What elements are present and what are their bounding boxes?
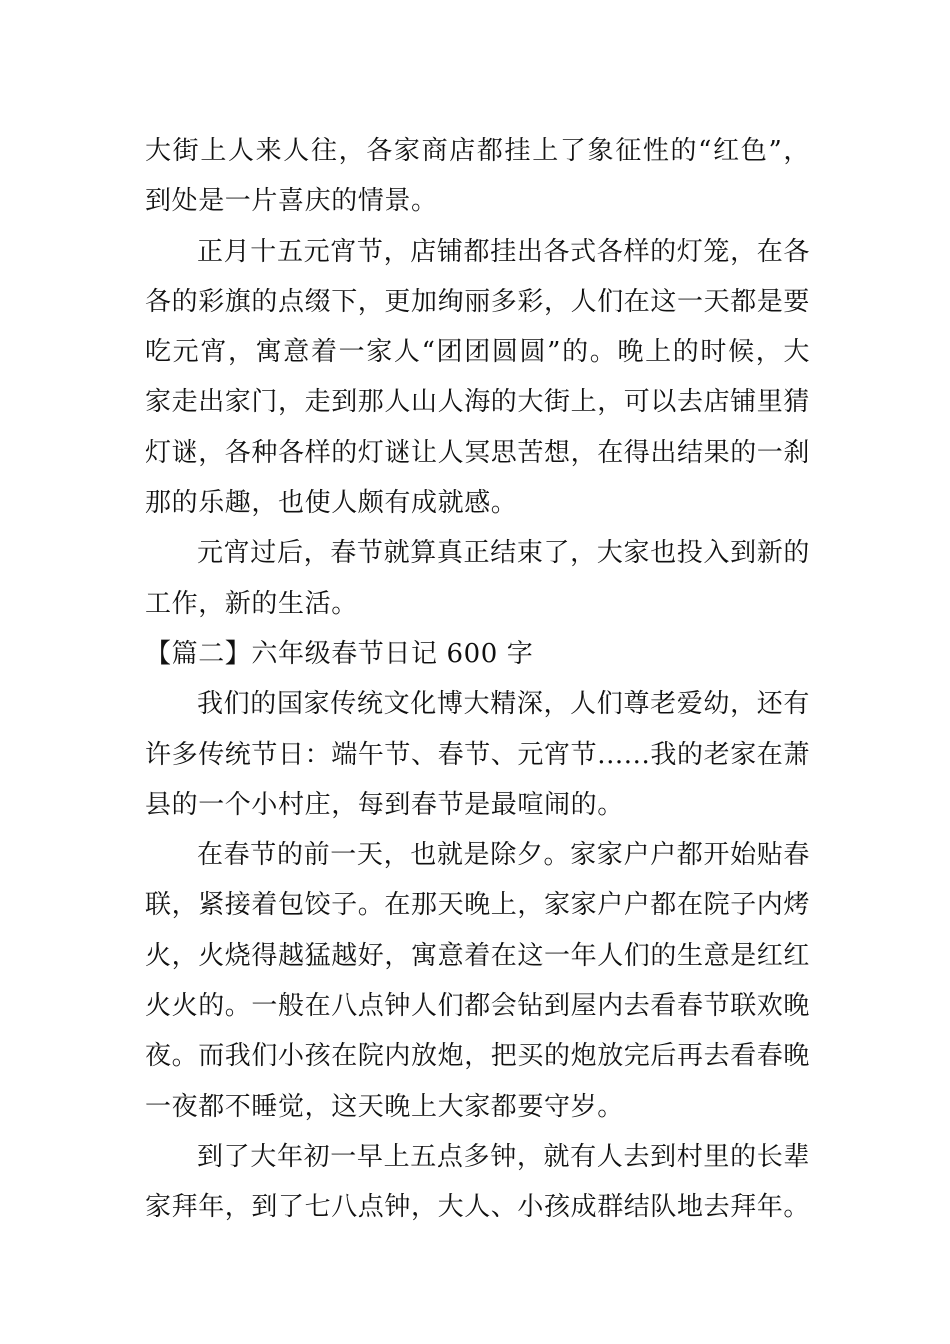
paragraph-new-year-day: 到了大年初一早上五点多钟，就有人去到村里的长辈家拜年，到了七八点钟，大人、小孩成群结队地去拜年。 bbox=[145, 1141, 811, 1223]
paragraph-continuation: 大街上人来人往，各家商店都挂上了象征性的“红色”，到处是一片喜庆的情景。 bbox=[145, 136, 810, 217]
paragraph-lantern-festival: 正月十五元宵节，店铺都挂出各式各样的灯笼，在各各的彩旗的点缀下，更加绚丽多彩，人们在这一天都是要吃元宵，寓意着一家人“团团圆圆”的。晚上的时候，大家走出家门，走到那人山人海的大街上，可以去店铺里猜灯谜，各种各样的灯谜让人冥思苦想，在得出结果的一刹那的乐趣，也使人颇有成就感。 bbox=[145, 236, 811, 519]
paragraph-new-year-eve: 在春节的前一天，也就是除夕。家家户户都开始贴春联，紧接着包饺子。在那天晚上，家家户户都在院子内烤火，火烧得越猛越好，寓意着在这一年人们的生意是红红火火的。一般在八点钟人们都会钻到屋内去看春节联欢晚夜。而我们小孩在院内放炮，把买的炮放完后再去看春晚一夜都不睡觉，这天晚上大家都要守岁。 bbox=[145, 840, 811, 1122]
paragraph-after-lantern-festival: 元宵过后，春节就算真正结束了，大家也投入到新的工作，新的生活。 bbox=[145, 538, 810, 619]
section-heading: 【篇二】六年级春节日记 600 字 bbox=[145, 638, 534, 669]
document-body bbox=[145, 126, 810, 1233]
paragraph-traditional-culture: 我们的国家传统文化博大精深，人们尊老爱幼，还有许多传统节日：端午节、春节、元宵节......我的老家在萧县的一个小村庄，每到春节是最喧闹的。 bbox=[145, 689, 810, 820]
